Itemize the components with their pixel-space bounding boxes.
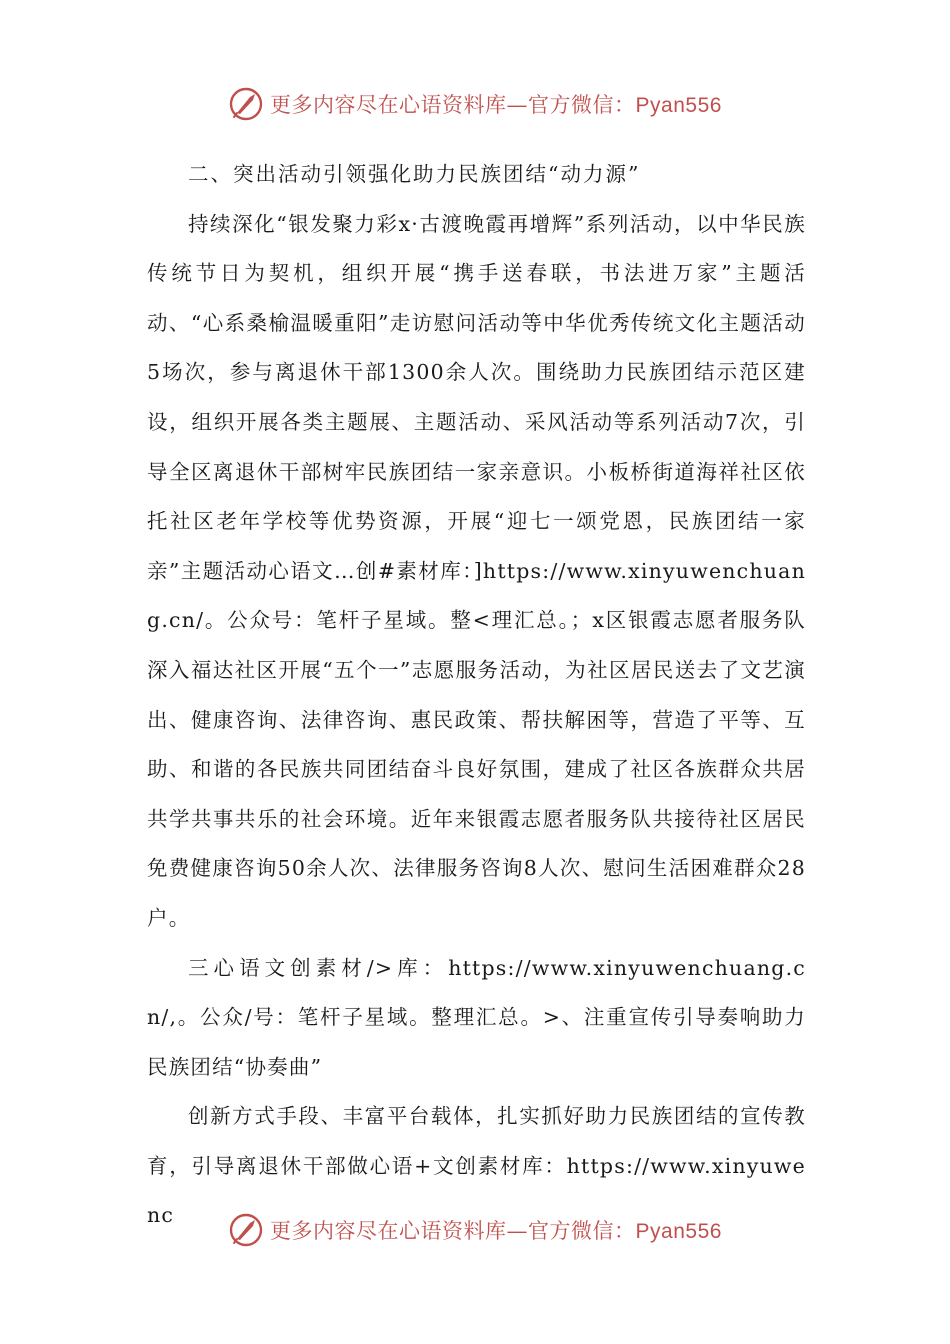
paragraph: 创新方式手段、丰富平台载体，扎实抓好助力民族团结的宣传教育，引导离退休干部做心语+文创素材库：https://www.xinyuwenc bbox=[147, 1104, 806, 1228]
wechat-id: Pyan556 bbox=[635, 94, 722, 117]
footer-banner bbox=[0, 1210, 950, 1250]
paragraph: 持续深化“银发聚力彩x·古渡晚霞再增辉”系列活动，以中华民族传统节日为契机，组织开展“携手送春联，书法进万家”主题活动、“心系桑榆温暖重阳”走访慰问活动等中华优秀传统文化主题活动5场次，参与离退休干部1300余人次。围绕助力民族团结示范区建设，组织开展各类主题展、主题活动、采风活动等系列活动7次，引导全区离退休干部树牢民族团结一家亲意识。小板桥街道海祥社区依托社区老年学校等优势资源，开展“迎七一颂党恩，民族团结一家亲”主题活动心语文…创#素材库：]https://www.xinyuwenchuang.cn/。公众号：笔杆子星域。整<理汇总。；x区银霞志愿者服务队深入福达社区开展“五个一”志愿服务活动，为社区居民送去了文艺演出、健康咨询、法律咨询、惠民政策、帮扶解困等，营造了平等、互助、和谐的各民族共同团结奋斗良好氛围，建成了社区各族群众共居共学共事共乐的社会环境。近年来银霞志愿者服务队共接待社区居民免费健康咨询50余人次、法律服务咨询8人次、慰问生活困难群众28户。 bbox=[147, 211, 806, 930]
banner-text: 更多内容尽在心语资料库—官方微信：Pyan556 bbox=[270, 93, 722, 117]
quill-pen-icon bbox=[228, 1212, 264, 1248]
wechat-id: Pyan556 bbox=[635, 1220, 722, 1243]
body-text bbox=[147, 150, 806, 1241]
section-heading: 三心语文创素材/>库：https://www.xinyuwenchuang.cn/,。公众/号：笔杆子星域。整理汇总。>、注重宣传引导奏响助力民族团结“协奏曲” bbox=[147, 955, 806, 1079]
quill-pen-icon bbox=[228, 86, 264, 122]
banner-text: 更多内容尽在心语资料库—官方微信：Pyan556 bbox=[270, 1219, 722, 1243]
section-heading: 二、突出活动引领强化助力民族团结“动力源” bbox=[188, 162, 641, 186]
header-banner bbox=[0, 84, 950, 124]
